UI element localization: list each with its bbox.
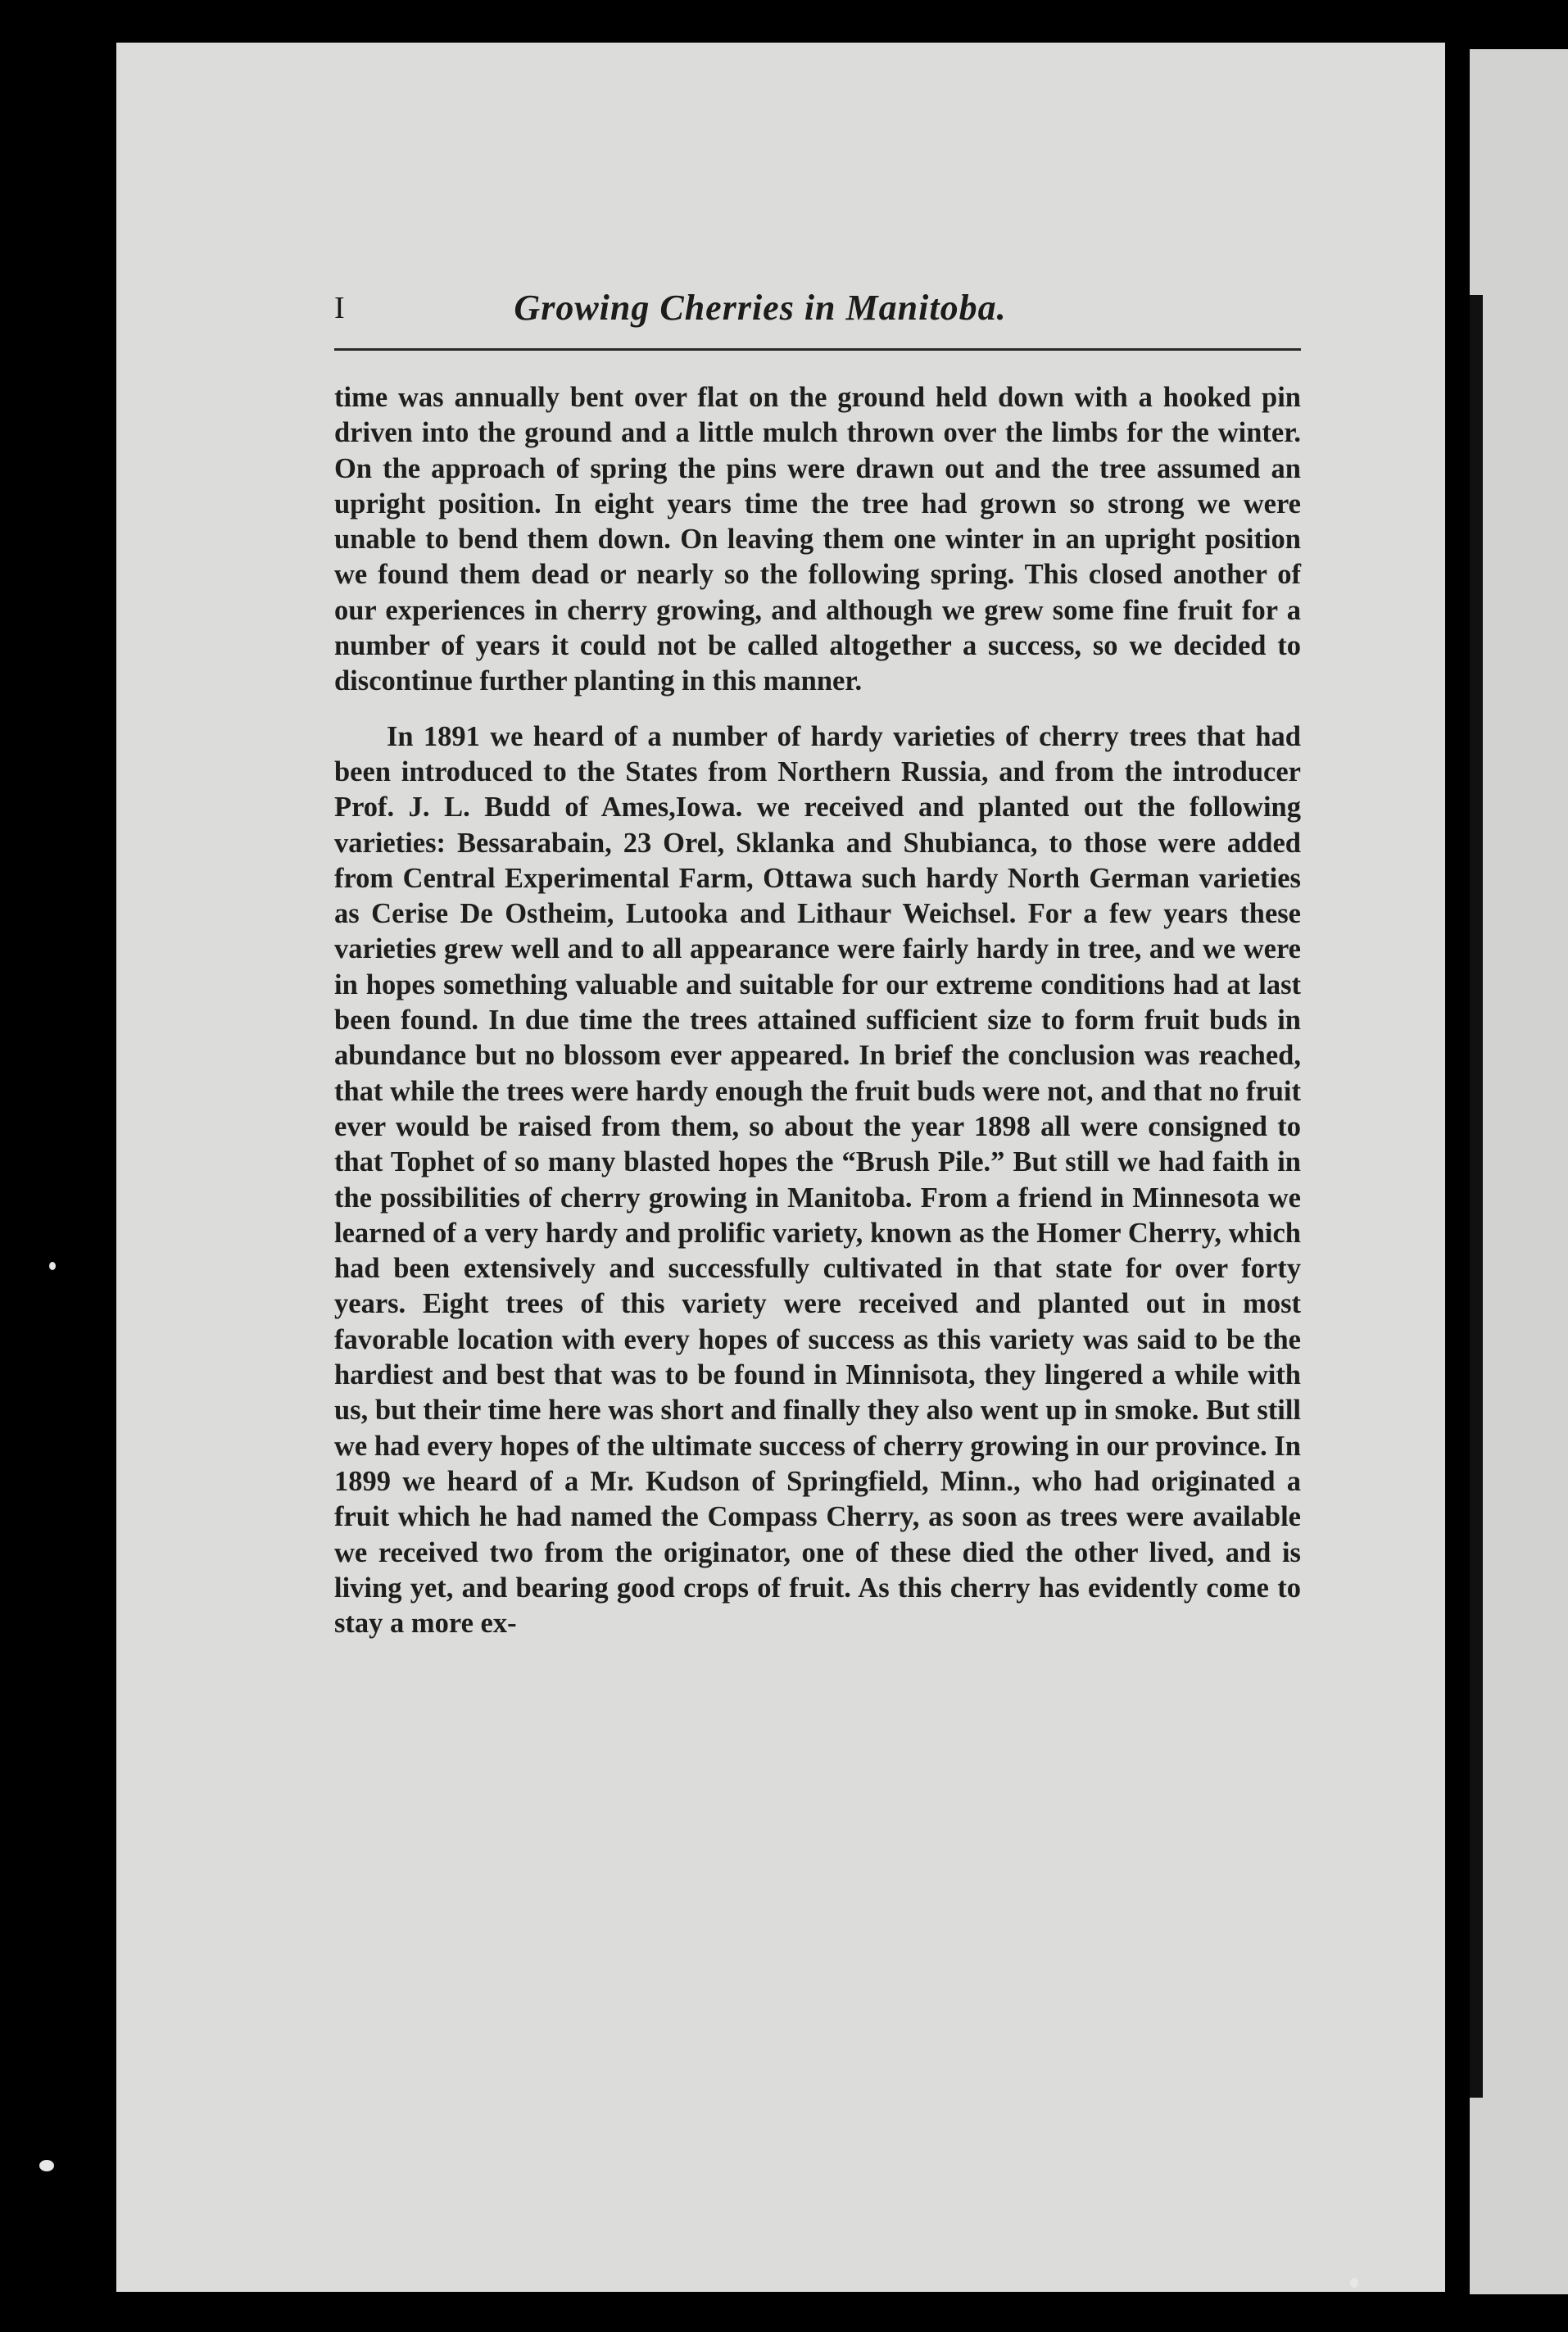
- paragraph: In 1891 we heard of a number of hardy varieties of cherry trees that had been introduced to the States from Northern Russia, and from the introducer Prof. J. L. Budd of Ames,Iowa. we received and planted out the following varieties: Bessarabain, 23 Orel, Sklanka and Shubianca, to those were added from Central Experimental Farm, Ottawa such hardy North German varieties as Cerise De Ostheim, Lutooka and Lithaur Weichsel. For a few years these varieties grew well and to all appearance were fairly hardy in tree, and we were in hopes something valuable and suitable for our extreme conditions had at last been found. In due time the trees attained sufficient size to form fruit buds in abundance but no blossom ever appeared. In brief the conclusion was reached, that while the trees were hardy enough the fruit buds were not, and that no fruit ever would be raised from them, so about the year 1898 all were consigned to that Tophet of so many blasted hopes the “Brush Pile.” But still we had faith in the possibilities of cherry growing in Manitoba. From a friend in Minnesota we learned of a very hardy and prolific variety, known as the Homer Cherry, which had been extensively and successfully cultivated in that state for over forty years. Eight trees of this variety were received and planted out in most favorable location with every hopes of success as this variety was said to be the hardiest and best that was to be found in Minnisota, they lingered a while with us, but their time here was short and finally they also went up in smoke. But still we had every hopes of the ultimate success of cherry growing in our province. In 1899 we heard of a Mr. Kudson of Springfield, Minn., who had originated a fruit which he had named the Compass Cherry, as soon as trees were available we received two from the originator, one of these died the other lived, and is living yet, and bearing good crops of fruit. As this cherry has evidently come to stay a more ex-: [334, 720, 1301, 1640]
- running-title: Growing Cherries in Manitoba.: [514, 288, 1007, 328]
- scan-speck: [39, 2160, 54, 2171]
- body-text: [334, 380, 1301, 1641]
- header-rule: [334, 348, 1301, 351]
- scan-speck: [1350, 2278, 1358, 2288]
- running-head: [220, 279, 1301, 336]
- adjacent-page-edge: [1470, 49, 1568, 2294]
- paragraph: time was annually bent over flat on the ground held down with a hooked pin driven into the ground and a little mulch thrown over the limbs for the winter. On the approach of spring the pins were drawn out and the tree assumed an upright position. In eight years time the tree had grown so strong we were unable to bend them down. On leaving them one winter in an upright position we found them dead or nearly so the following spring. This closed another of our experiences in cherry growing, and although we grew some fine fruit for a number of years it could not be called altogether a success, so we decided to discontinue further planting in this manner.: [334, 382, 1301, 697]
- page-number: I: [334, 291, 345, 325]
- page-gutter-shadow: [1470, 295, 1483, 2098]
- scan-speck: [49, 1262, 56, 1270]
